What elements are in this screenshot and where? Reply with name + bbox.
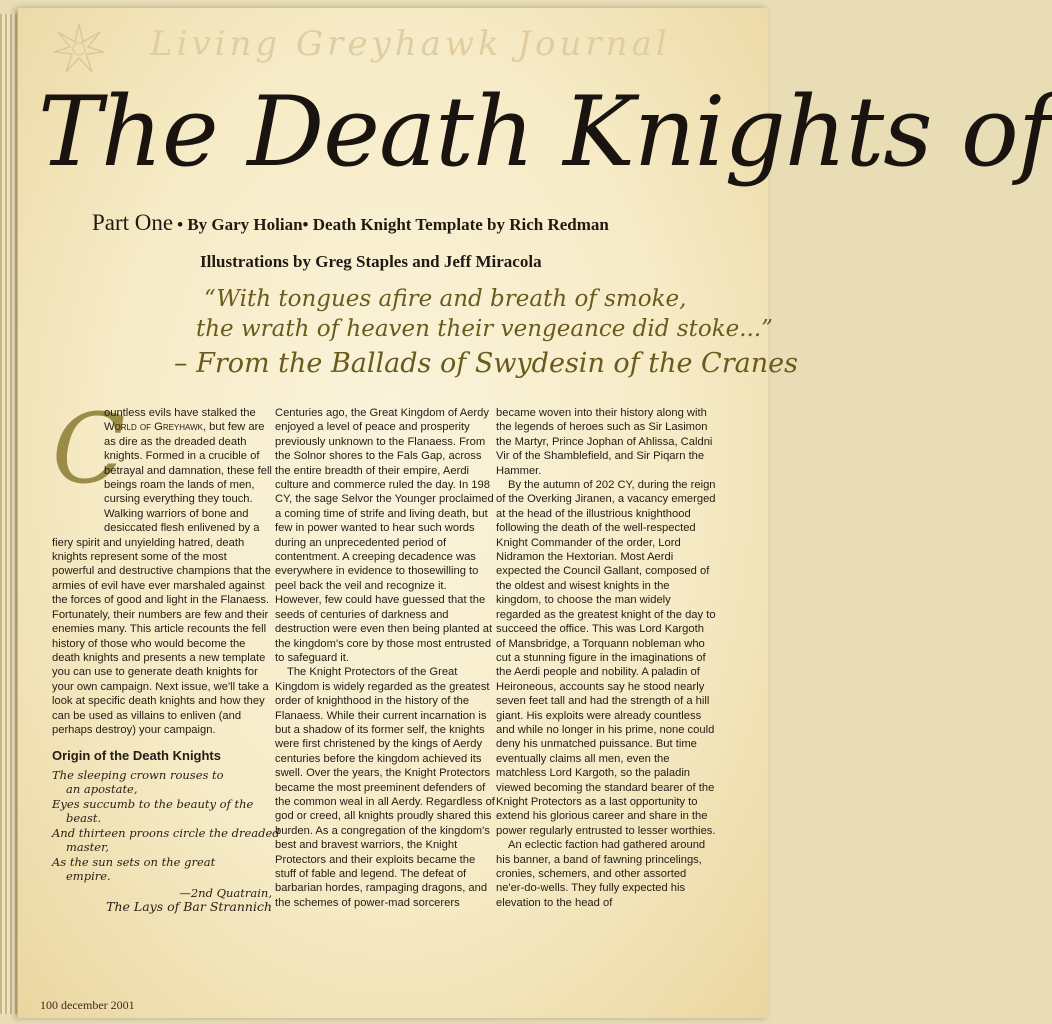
article-column-2: [275, 406, 495, 910]
quote-attribution: – From the Ballads of Swydesin of the Cranes: [174, 348, 798, 379]
page-folio: 100 december 2001: [40, 998, 135, 1012]
poem-line: an apostate,: [66, 782, 138, 797]
star-emblem-icon: [52, 22, 106, 76]
illustrators-credit: Illustrations by Greg Staples and Jeff Miracola: [200, 252, 542, 271]
poem-line: beast.: [66, 811, 102, 826]
paragraph: Centuries ago, the Great Kingdom of Aerdy enjoyed a level of peace and prosperity previously unknown to the Flanaess. From the Solnor shores to the Fals Gap, across the entire breadth of their empire, Aerdi culture and commerce ruled the day. In 198 CY, the sage Selvor the Younger proclaimed a coming time of strife and living death, but few in power wanted to hear such words during an unprecedented period of contentment. A creeping decadence was everywhere in evidence to thosewilling to peel back the veil and recognize it. However, few could have guessed that the seeds of centuries of darkness and destruction were even then being planted at the kingdom's core by those most entrusted to safeguard it.: [275, 407, 494, 664]
drop-cap: C: [52, 393, 126, 505]
byline-part: Part One: [92, 210, 174, 235]
byline: [92, 210, 752, 236]
byline-authors: • By Gary Holian• Death Knight Template by Rich Redman: [177, 215, 609, 234]
intro-paragraph: [52, 393, 272, 737]
poem-line: empire.: [66, 869, 111, 884]
quote-line-2: the wrath of heaven their vengeance did stoke...”: [196, 316, 773, 342]
epigraph-quote: [170, 284, 798, 384]
poem-source: The Lays of Bar Strannich: [106, 899, 272, 915]
article-column-1: [52, 393, 280, 915]
article-column-3: [496, 406, 716, 910]
paragraph: By the autumn of 202 CY, during the reign of the Overking Jiranen, a vacancy emerged at the head of the illustrious knighthood following the death of the well-respected Knight Commander of the order, Lord Nidramon the Hextorian. Most Aerdi expected the Council Gallant, composed of the oldest and wisest knights in the kingdom, to choose the man widely regarded as the greatest knight of the day to succeed the office. This was Lord Kargoth of Mansbridge, a Torquann nobleman who cut a stunning figure in the imaginations of the Aerdi people and nobility. A paladin of Heironeous, accounts say he stood nearly seven feet tall and had the strength of a hill giant. His exploits were already countless and while no longer in his prime, none could deny his unmatched puissance. But time eventually claims all men, even the matchless Lord Kargoth, so the paladin viewed becoming the standard bearer of the Knight Protectors as a last opportunity to extend his glorious career and share in the power regularly entrusted to lesser worthies.: [496, 479, 716, 837]
quote-line-1: “With tongues afire and breath of smoke,: [204, 286, 687, 312]
paragraph: An eclectic faction had gathered around his banner, a band of fawning princelings, cronies, schemers, and other assorted ne'er-do-wells. They fully expected his elevation to the head of: [496, 839, 706, 909]
quatrain-poem: [52, 767, 280, 915]
poem-line: And thirteen proons circle the dreaded: [52, 825, 280, 840]
journal-title: Living Greyhawk Journal: [150, 24, 671, 64]
poem-attribution: —2nd Quatrain,: [179, 885, 272, 900]
poem-line: Eyes succumb to the beauty of the: [52, 796, 254, 811]
poem-line: master,: [66, 840, 109, 855]
world-name: World of Greyhawk: [104, 421, 203, 434]
poem-line: As the sun sets on the great: [52, 854, 216, 869]
page-title: The Death Knights of: [38, 76, 1052, 188]
poem-line: The sleeping crown rouses to: [52, 767, 224, 782]
paragraph: became woven into their history along with the legends of heroes such as Sir Lasimon the Martyr, Prince Jophan of Ahlissa, Caldni Vir of the Shamblefield, and Sir Piqarn the Hammer.: [496, 407, 713, 477]
paragraph: The Knight Protectors of the Great Kingdom is widely regarded as the greatest order of knighthood in the history of the Flanaess. While their current incarnation is but a shadow of its former self, the knights were first christened by the kings of Aerdy centuries before the kingdom achieved its swell. Over the years, the Knight Protectors became the most preeminent defenders of the common weal in all Aerdy. Regardless of god or creed, all knights proudly shared this burden. As a congregation of the kingdom's best and bravest warriors, the Knight Protectors and their exploits became the stuff of fable and legend. The defeat of barbarian hordes, rampaging dragons, and the schemes of power-mad sorcerers: [275, 666, 495, 909]
intro-text-a: ountless evils have stalked the: [104, 407, 256, 419]
section-heading: Origin of the Death Knights: [52, 748, 221, 764]
intro-text-b: , but few are as dire as the dreaded death knights. Formed in a crucible of betrayal and damnation, these fell beings roam the lands of men, cursing everything they touch. Walking warriors of bone and desiccated flesh enlivened by a fiery spirit and unyielding hatred, death knights represent some of the most powerful and destructive champions that the armies of evil have ever marshaled against the forces of good and light in the Flanaess. Fortunately, their numbers are few and their enemies many. This article recounts the fell history of those who would become the death knights and presents a new template you can use to generate death knights for your own campaign. Next issue, we'll take a look at specific death knights and how they can be used as villains to enliven (and perhaps destroy) your campaign.: [52, 421, 272, 736]
